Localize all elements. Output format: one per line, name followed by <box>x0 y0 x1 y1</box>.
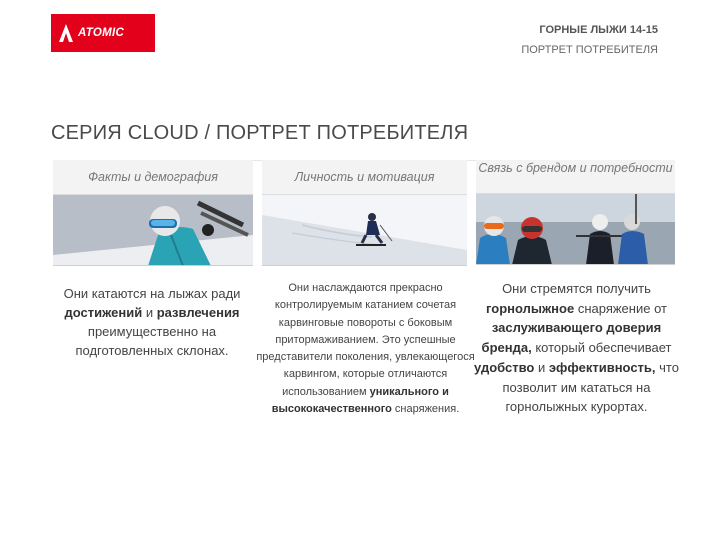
page-title: СЕРИЯ CLOUD / ПОРТРЕТ ПОТРЕБИТЕЛЯ <box>51 122 469 144</box>
atomic-logo <box>51 14 155 52</box>
column-heading: Факты и демография <box>53 160 253 195</box>
text-bold: уникального и высококачественного <box>271 385 449 416</box>
text-bold: удобство <box>474 359 535 375</box>
text-part: Они стремятся получить <box>502 281 651 296</box>
text-part: Они катаются на лыжах ради <box>63 286 241 301</box>
column-personality-motivation <box>256 160 475 418</box>
brand-name: ATOMIC <box>78 27 125 39</box>
text-part: который обеспечивает <box>531 340 672 356</box>
photo-skiers-group <box>476 194 675 265</box>
text-bold: достижений <box>64 305 143 320</box>
photo-skier-carving <box>262 195 467 266</box>
text-part: и <box>142 305 157 320</box>
column-heading: Личность и мотивация <box>262 160 467 195</box>
text-part: снаряжения. <box>391 403 460 416</box>
column-text <box>256 266 475 418</box>
photo-skier-woman <box>53 195 253 266</box>
text-part: Они наслаждаются прекрасно контролируемым катанием сочетая карвинговые повороты с боковым притормаживанием. Это успешные представители поколения, увлекающегося карвингом, которые отличаются использованием <box>256 282 475 398</box>
text-bold: эффективность, <box>548 359 656 375</box>
column-facts-demography <box>53 160 253 360</box>
column-text <box>472 265 681 417</box>
skiers-group-illustration <box>476 194 675 265</box>
column-brand-needs <box>474 160 679 417</box>
text-part: и <box>534 359 549 375</box>
text-bold: горнолыжное <box>486 300 575 316</box>
text-part: снаряжение от <box>574 300 667 316</box>
atomic-a-mark-icon <box>59 24 73 42</box>
skier-woman-illustration <box>53 195 253 266</box>
skier-carving-illustration <box>262 195 467 266</box>
column-text <box>45 266 259 360</box>
column-heading: Связь с брендом и потребности <box>476 160 675 194</box>
text-part: что позволит им кататься на горнолыжных курортах. <box>502 359 679 415</box>
header-subtitle: ПОРТРЕТ ПОТРЕБИТЕЛЯ <box>521 44 658 56</box>
text-bold: развлечения <box>156 305 240 320</box>
text-part: преимущественно на подготовленных склонах. <box>75 324 229 358</box>
text-bold: заслуживающего доверия бренда, <box>481 320 662 356</box>
header-title: ГОРНЫЕ ЛЫЖИ 14-15 <box>539 24 658 36</box>
